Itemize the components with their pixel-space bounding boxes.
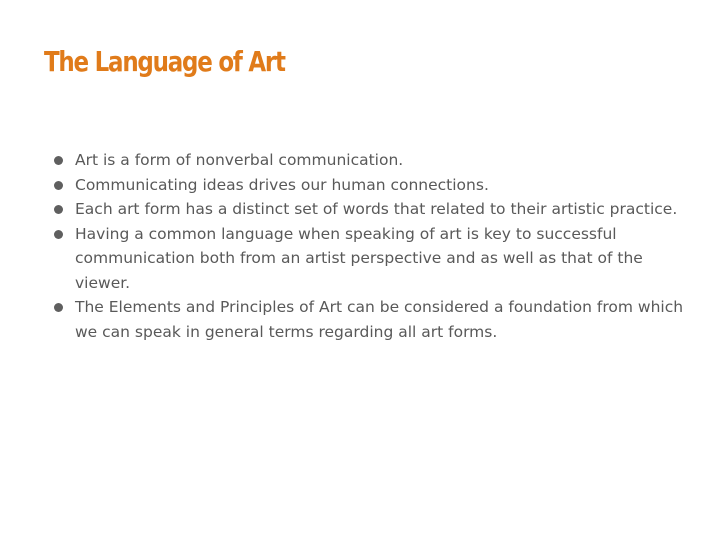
bullet-dot-icon [54, 205, 63, 214]
bullet-text: Art is a form of nonverbal communication. [75, 151, 404, 169]
bullet-text: The Elements and Principles of Art can be considered a foundation from which we can speak in general terms regarding all art forms. [75, 298, 684, 341]
bullet-item [50, 197, 690, 222]
bullet-item [50, 295, 690, 344]
bullet-item [50, 222, 690, 296]
bullet-dot-icon [54, 303, 63, 312]
slide-title: The Language of Art [44, 45, 285, 78]
bullet-dot-icon [54, 156, 63, 165]
bullet-item [50, 148, 690, 173]
bullet-dot-icon [54, 230, 63, 239]
bullet-text: Each art form has a distinct set of words that related to their artistic practice. [75, 200, 678, 218]
bullet-text: Communicating ideas drives our human connections. [75, 175, 489, 194]
bullet-list [50, 148, 690, 344]
bullet-dot-icon [54, 181, 63, 190]
bullet-text: Having a common language when speaking of art is key to successful communication both from an artist perspective and as well as that of the viewer. [75, 224, 643, 292]
bullet-item [50, 173, 690, 198]
